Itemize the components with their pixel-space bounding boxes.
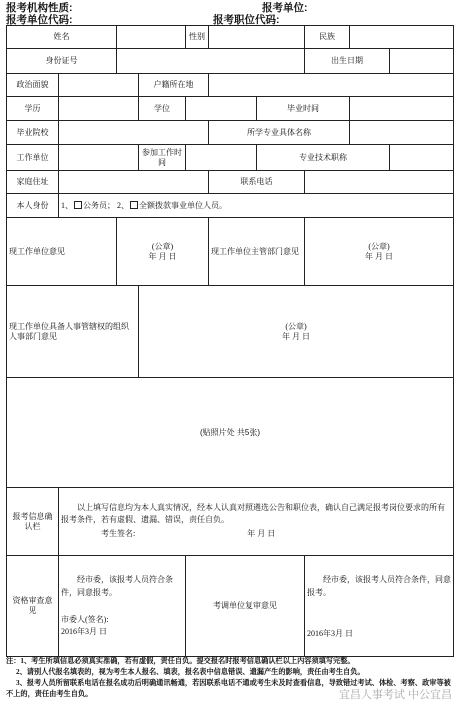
graduation-time-label: 毕业时间 [257, 97, 350, 121]
hr-seal: (公章) [285, 321, 307, 331]
degree-label: 学位 [139, 97, 186, 121]
name-value[interactable] [117, 26, 186, 49]
gender-label: 性别 [186, 26, 209, 49]
id-number-label: 身份证号 [7, 49, 117, 74]
city-review-label: 资格审查意见 [7, 556, 59, 657]
work-start-label: 参加工作时间 [139, 145, 186, 171]
transfer-review-label: 考调单位复审意见 [186, 556, 305, 657]
phone-label: 联系电话 [209, 171, 305, 194]
household-value[interactable] [209, 74, 454, 97]
supervisor-date: 年 月 日 [365, 251, 393, 261]
birth-date-value[interactable] [390, 49, 454, 74]
note-2: 2、请别人代报名填表的，视为考生本人报名、填表，报名表中信息错误、遗漏产生的影响，责任由考生自负。 [16, 668, 365, 677]
note-1: 注：1、考生所填信息必须真实准确，若有虚假，责任自负。提交报名时报考信息确认栏以上内容须填写完整。 [6, 657, 355, 665]
hr-opinion-box[interactable] [139, 286, 454, 378]
position-code-label: 报考职位代码: [213, 14, 280, 26]
identity-opt1-label: 公务员； [83, 200, 115, 210]
current-unit-opinion-box[interactable] [117, 218, 209, 286]
current-unit-opinion-label: 现工作单位意见 [7, 218, 117, 286]
identity-opt1-prefix: 1、 [61, 200, 73, 210]
work-unit-label: 工作单位 [7, 145, 59, 171]
checkbox-public-institution[interactable] [130, 201, 138, 209]
title-label: 专业技术职称 [257, 145, 390, 171]
city-review-date: 2016年3月 日 [61, 626, 107, 636]
hr-date: 年 月 日 [282, 331, 310, 341]
supervisor-opinion-label: 现工作单位主管部门意见 [209, 218, 305, 286]
supervisor-opinion-box[interactable] [305, 218, 454, 286]
ethnicity-value[interactable] [350, 26, 454, 49]
org-nature-label: 报考机构性质: [6, 2, 73, 14]
note-4: 不上的，责任由考生自负。 [6, 690, 93, 699]
city-review-box[interactable] [59, 556, 186, 657]
ethnicity-label: 民族 [305, 26, 350, 49]
confirm-text: 以上填写信息均为本人真实情况，经本人认真对照遴选公告和职位表，确认自己满足报考岗位要求的所有报考条件，若有虚假、遗漏、错误，责任自负。 [61, 502, 445, 525]
transfer-review-date: 2016年3月 日 [307, 628, 353, 638]
watermark: 宜昌人事考试 中公宜昌 [338, 689, 452, 701]
gender-value[interactable] [209, 26, 305, 49]
school-value[interactable] [59, 121, 209, 145]
confirm-box [59, 488, 454, 556]
transfer-review-text: 经市委，该报考人员符合条件，同意报考。 [307, 575, 451, 597]
address-value[interactable] [59, 171, 209, 194]
city-review-text: 经市委，该报考人员符合条件，同意报考。 [61, 575, 173, 597]
city-review-sign: 市委人(签名): [61, 614, 109, 624]
household-label: 户籍所在地 [139, 74, 209, 97]
education-value[interactable] [59, 97, 139, 121]
id-number-value[interactable] [117, 49, 305, 74]
major-label: 所学专业具体名称 [209, 121, 350, 145]
note-3: 3、报考人员所留联系电话在报名成功后明确通讯畅通，若因联系电话不通或考生未及时查看信息，导致错过考试、体检、考察、政审等被 [16, 679, 451, 688]
current-unit-date: 年 月 日 [148, 251, 177, 261]
checkbox-civil-servant[interactable] [74, 201, 82, 209]
political-status-value[interactable] [59, 74, 139, 97]
work-unit-value[interactable] [59, 145, 139, 171]
confirm-label: 报考信息确认栏 [7, 488, 59, 556]
education-label: 学历 [7, 97, 59, 121]
unit-code-label: 报考单位代码: [6, 14, 73, 26]
supervisor-seal: (公章) [368, 241, 390, 251]
identity-options [59, 194, 454, 218]
confirm-date: 年 月 日 [247, 529, 276, 539]
registration-form [6, 25, 454, 657]
identity-opt2-prefix: 2、 [117, 200, 129, 210]
title-value[interactable] [390, 145, 454, 171]
school-label: 毕业院校 [7, 121, 59, 145]
photo-area[interactable]: (贴照片处 共5张) [7, 378, 454, 488]
degree-value[interactable] [186, 97, 257, 121]
identity-opt2-label: 全额拨款事业单位人员。 [139, 200, 227, 210]
identity-label: 本人身份 [7, 194, 59, 218]
transfer-review-box[interactable] [305, 556, 454, 657]
phone-value[interactable] [305, 171, 454, 194]
major-value[interactable] [350, 121, 454, 145]
political-status-label: 政治面貌 [7, 74, 59, 97]
applicant-sign-label: 考生签名: [101, 529, 136, 539]
hr-opinion-label: 现工作单位具备人事管辖权的组织人事部门意见 [7, 286, 139, 378]
graduation-time-value[interactable] [350, 97, 454, 121]
unit-label: 报考单位: [262, 2, 308, 14]
current-unit-seal: (公章) [151, 241, 174, 251]
birth-date-label: 出生日期 [305, 49, 390, 74]
address-label: 家庭住址 [7, 171, 59, 194]
name-label: 姓名 [7, 26, 117, 49]
work-start-value[interactable] [186, 145, 257, 171]
